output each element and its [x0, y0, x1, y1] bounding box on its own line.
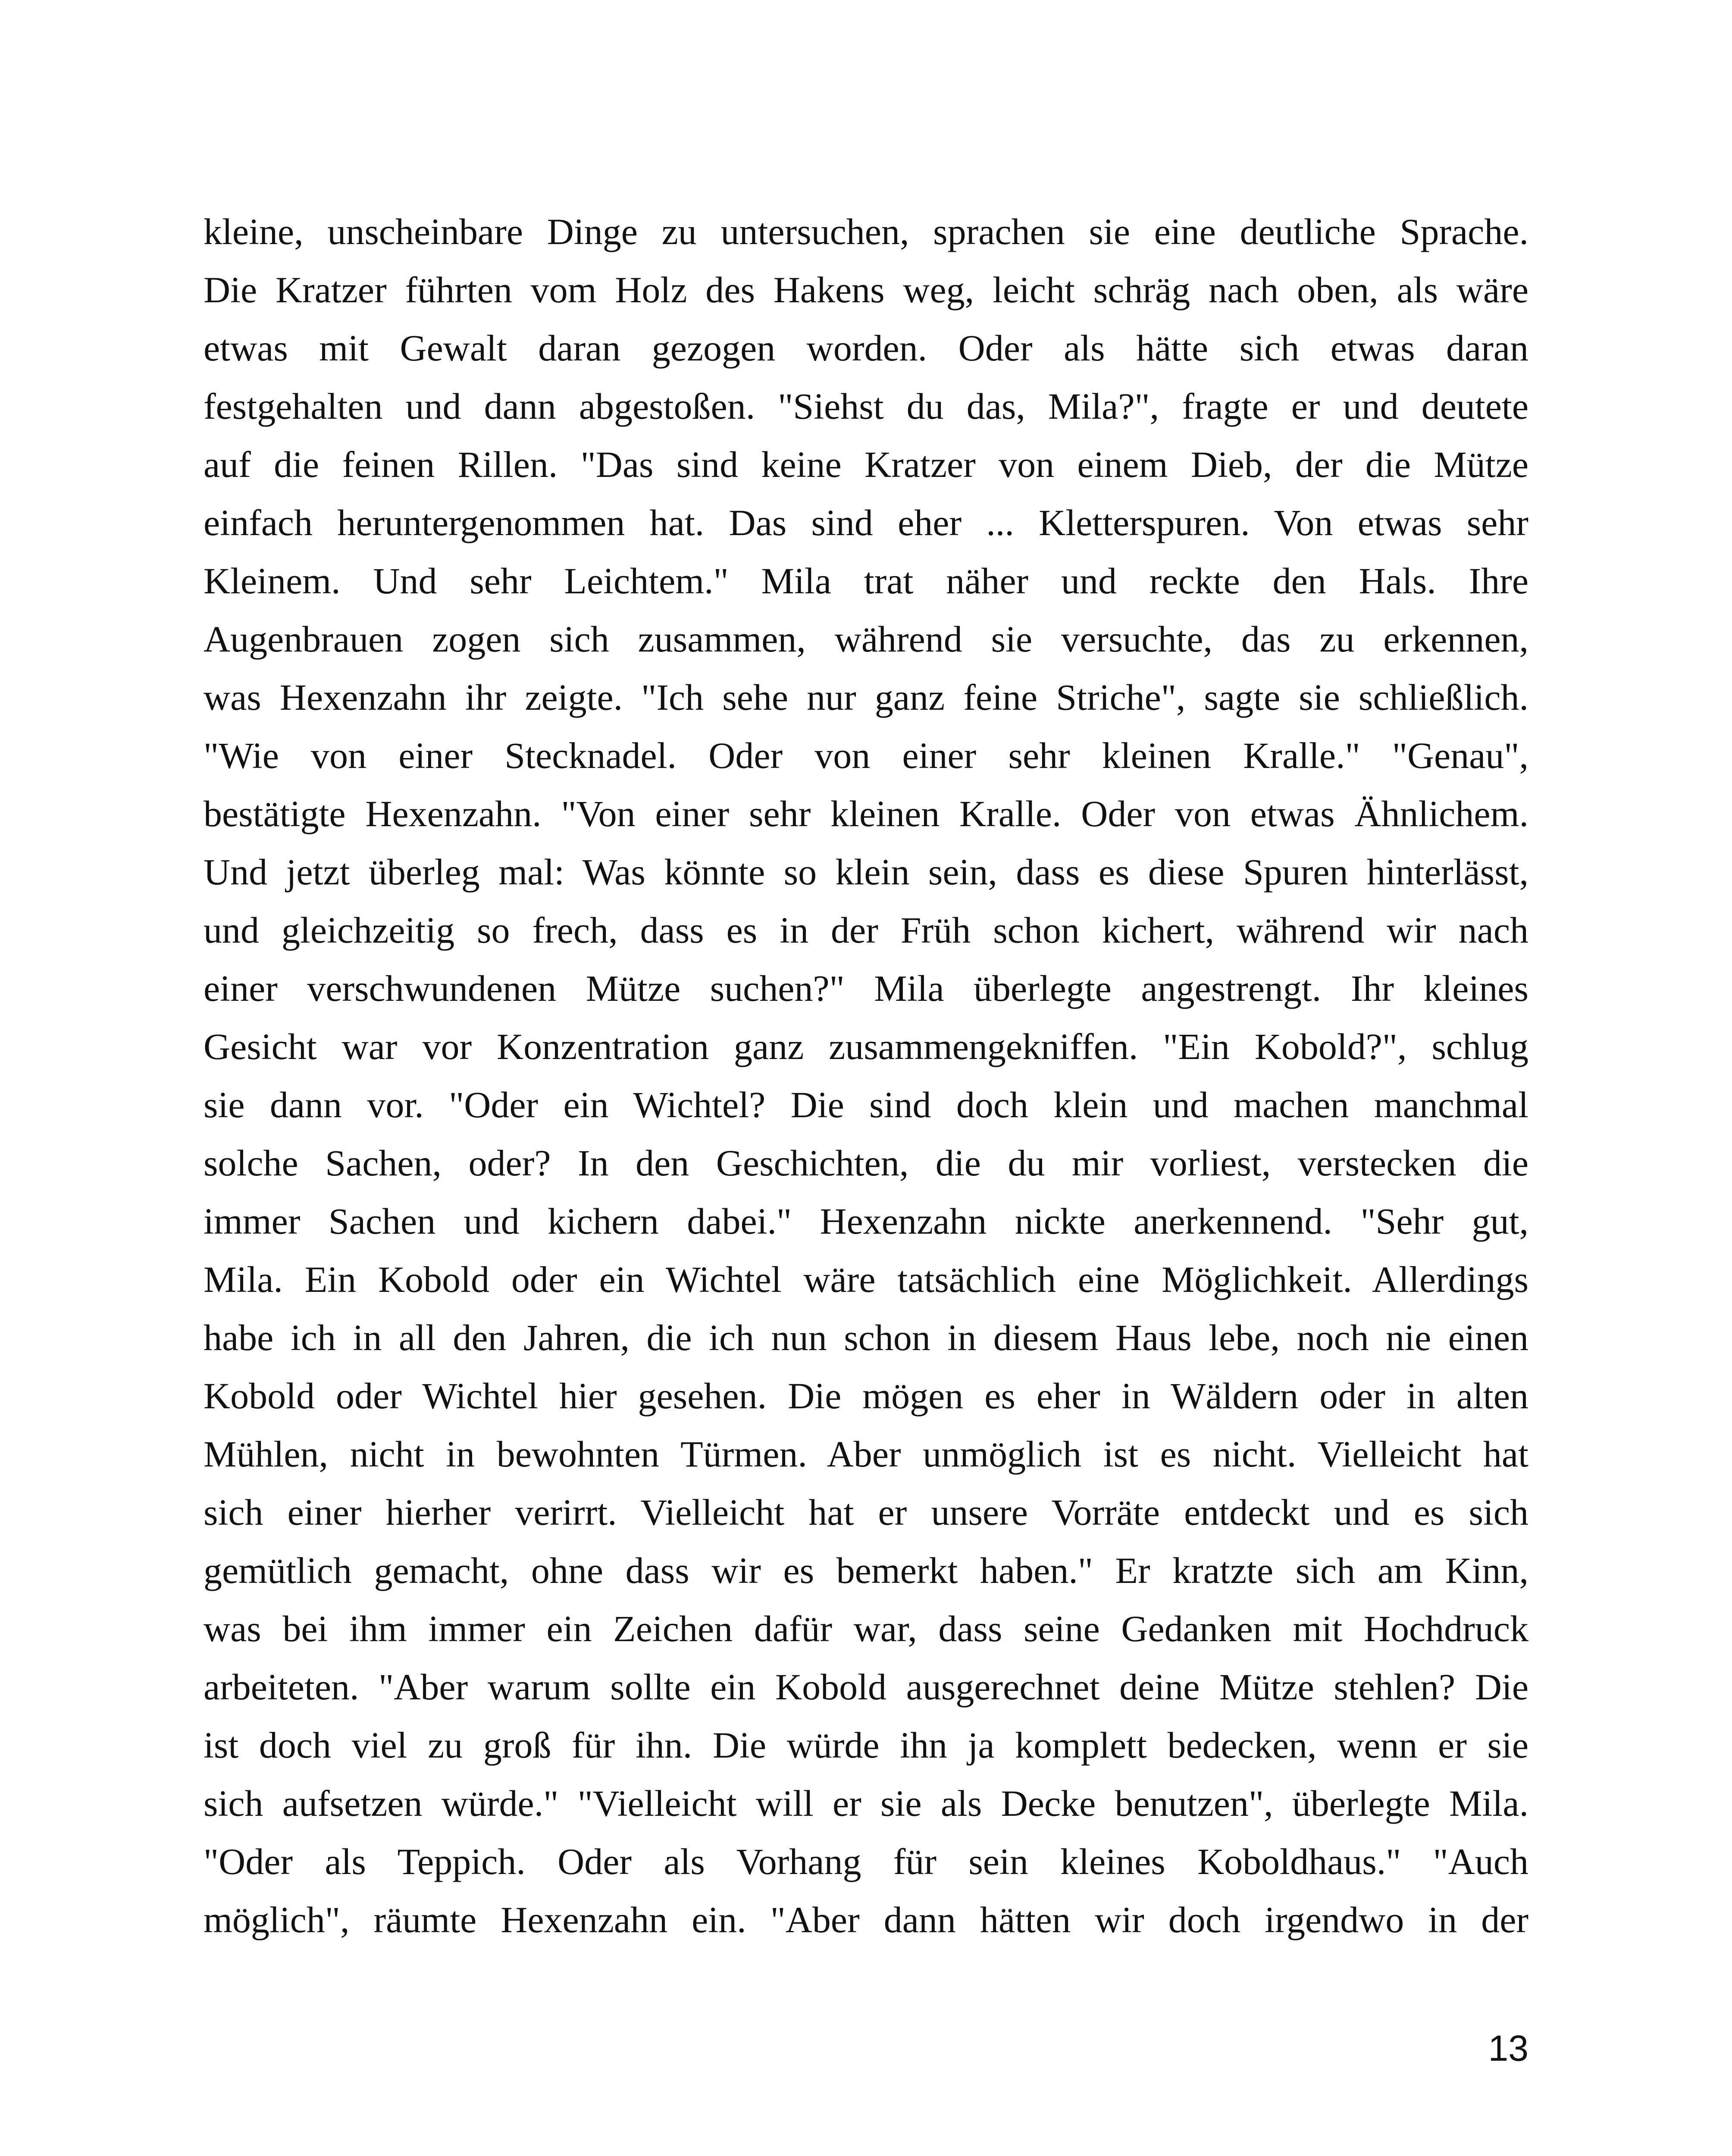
text-line: möglich", räumte Hexenzahn ein. "Aber dann hätten wir doch irgendwo in der [204, 1899, 1528, 1940]
text-line: und gleichzeitig so frech, dass es in der Früh schon kichert, während wir nach [204, 909, 1528, 951]
text-line: was Hexenzahn ihr zeigte. "Ich sehe nur ganz feine Striche", sagte sie schließlich. [204, 677, 1528, 718]
text-line: Die Kratzer führten vom Holz des Hakens weg, leicht schräg nach oben, als wäre [204, 269, 1528, 310]
text-line: "Oder als Teppich. Oder als Vorhang für sein kleines Koboldhaus." "Auch [204, 1841, 1528, 1882]
text-line: festgehalten und dann abgestoßen. "Siehst du das, Mila?", fragte er und deutete [204, 385, 1528, 427]
text-line: einfach heruntergenommen hat. Das sind eher ... Kletterspuren. Von etwas sehr [204, 502, 1528, 543]
text-line: Mühlen, nicht in bewohnten Türmen. Aber unmöglich ist es nicht. Vielleicht hat [204, 1433, 1528, 1475]
text-line: habe ich in all den Jahren, die ich nun schon in diesem Haus lebe, noch nie einen [204, 1317, 1528, 1358]
text-line: bestätigte Hexenzahn. "Von einer sehr kleinen Kralle. Oder von etwas Ähnlichem. [204, 793, 1528, 834]
text-line: Kobold oder Wichtel hier gesehen. Die mögen es eher in Wäldern oder in alten [204, 1375, 1528, 1416]
text-line: Und jetzt überleg mal: Was könnte so klein sein, dass es diese Spuren hinterlässt, [204, 851, 1528, 893]
text-line: solche Sachen, oder? In den Geschichten, die du mir vorliest, verstecken die [204, 1142, 1528, 1184]
text-line: einer verschwundenen Mütze suchen?" Mila überlegte angestrengt. Ihr kleines [204, 968, 1528, 1009]
text-line: gemütlich gemacht, ohne dass wir es bemerkt haben." Er kratzte sich am Kinn, [204, 1550, 1528, 1591]
page-number: 13 [1488, 2028, 1528, 2068]
text-line: etwas mit Gewalt daran gezogen worden. Oder als hätte sich etwas daran [204, 327, 1528, 369]
text-line: auf die feinen Rillen. "Das sind keine Kratzer von einem Dieb, der die Mütze [204, 444, 1528, 485]
text-line: sich aufsetzen würde." "Vielleicht will er sie als Decke benutzen", überlegte Mila. [204, 1783, 1528, 1824]
text-line: Kleinem. Und sehr Leichtem." Mila trat näher und reckte den Hals. Ihre [204, 560, 1528, 602]
text-line: "Wie von einer Stecknadel. Oder von einer sehr kleinen Kralle." "Genau", [204, 735, 1528, 776]
text-line: kleine, unscheinbare Dinge zu untersuchen, sprachen sie eine deutliche Sprache. [204, 211, 1528, 252]
text-line: Gesicht war vor Konzentration ganz zusammengekniffen. "Ein Kobold?", schlug [204, 1026, 1528, 1067]
text-line: ist doch viel zu groß für ihn. Die würde ihn ja komplett bedecken, wenn er sie [204, 1724, 1528, 1766]
text-line: Mila. Ein Kobold oder ein Wichtel wäre tatsächlich eine Möglichkeit. Allerdings [204, 1259, 1528, 1300]
text-line: immer Sachen und kichern dabei." Hexenzahn nickte anerkennend. "Sehr gut, [204, 1200, 1528, 1242]
body-text [204, 203, 1528, 1949]
text-line: arbeiteten. "Aber warum sollte ein Kobold ausgerechnet deine Mütze stehlen? Die [204, 1666, 1528, 1708]
text-line: Augenbrauen zogen sich zusammen, während sie versuchte, das zu erkennen, [204, 618, 1528, 660]
text-line: was bei ihm immer ein Zeichen dafür war, dass seine Gedanken mit Hochdruck [204, 1608, 1528, 1649]
text-line: sich einer hierher verirrt. Vielleicht hat er unsere Vorräte entdeckt und es sich [204, 1492, 1528, 1533]
text-line: sie dann vor. "Oder ein Wichtel? Die sind doch klein und machen manchmal [204, 1084, 1528, 1125]
